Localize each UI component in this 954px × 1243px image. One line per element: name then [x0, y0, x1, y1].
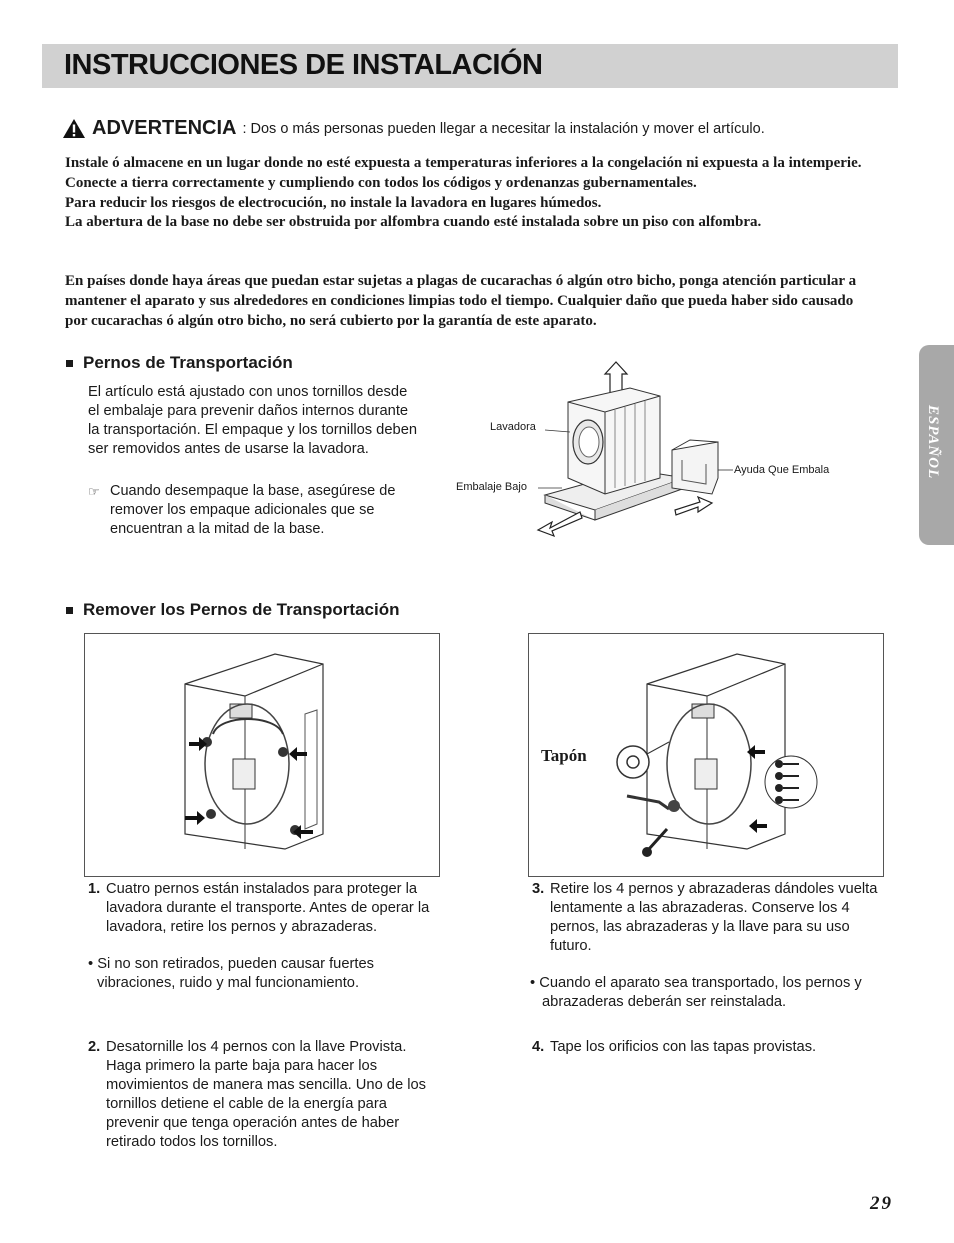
section1-note — [88, 482, 408, 539]
warning-title: ADVERTENCIA — [92, 117, 237, 139]
label-washer: Lavadora — [490, 421, 536, 433]
bolts-set-icon — [765, 756, 817, 808]
language-tab — [919, 345, 954, 545]
notice-3: Para reducir los riesgos de electrocución, no instale la lavadora en lugares húmedos. — [65, 194, 602, 211]
warning-text: : Dos o más personas pueden llegar a necesitar la instalación y mover el artículo. — [242, 120, 765, 137]
safety-notices — [65, 154, 865, 233]
step-1 — [88, 880, 440, 937]
section1-body: El artículo está ajustado con unos tornillos desde el embalaje para prevenir daños internos durante la transportación. El empaque y los tornillos deben ser removidos antes de usarse la lavadora. — [88, 384, 418, 457]
language-tab-label: ESPAÑOL — [925, 405, 941, 480]
pointing-hand-icon: ☞ — [88, 484, 100, 499]
cap-detail-icon — [617, 746, 649, 778]
step-3 — [532, 880, 882, 956]
step-1-number: 1. — [88, 881, 101, 897]
cap-label: Tapón — [541, 746, 587, 765]
bullet-1: • Si no son retirados, pueden causar fuertes vibraciones, ruido y mal funcionamiento. — [88, 956, 375, 991]
step-2-text: Desatornille los 4 pernos con la llave Provista. Haga primero la parte baja para hacer los movimientos de manera mas sencilla. Uno de los tornillos detiene el cable de la energía para prevenir que tenga operación antes de haber retirado todos los tornillos. — [106, 1039, 427, 1150]
section2-heading — [66, 600, 399, 620]
step-4-number: 4. — [532, 1039, 545, 1055]
pest-notice-text: En países donde haya áreas que puedan estar sujetas a plagas de cucarachas ó algún otro bicho, ponga atención particular a mantener el aparato y sus alrededores en condiciones limpias todo el tiempo. Cualquier daño que pueda haber sido causado por cucarachas ó algún otro bicho, no será cubierto por la garantía de este aparato. — [65, 273, 857, 329]
label-packing-aid: Ayuda Que Embala — [734, 464, 830, 476]
washer-packing-figure — [450, 360, 850, 545]
warning-line — [62, 117, 765, 140]
notice-4: La abertura de la base no debe ser obstruida por alfombra cuando esté instalada sobre un piso con alfombra. — [65, 214, 762, 231]
bullet-2: • Cuando el aparato sea transportado, los pernos y abrazaderas deberán ser reinstalada. — [530, 975, 862, 1010]
notice-1: Instale ó almacene en un lugar donde no esté expuesta a temperaturas inferiores a la congelación ni expuesta a la intemperie. — [65, 155, 862, 171]
label-base: Embalaje Bajo — [456, 481, 527, 493]
pest-notice — [65, 272, 865, 331]
warning-triangle-icon — [62, 118, 86, 139]
step-2 — [88, 1038, 438, 1152]
section1-heading-text: Pernos de Transportación — [83, 353, 293, 372]
page-number: 29 — [870, 1193, 893, 1214]
notice-2: Conecte a tierra correctamente y cumpliendo con todos los códigos y ordenanzas gubernamentales. — [65, 174, 697, 191]
step-2-number: 2. — [88, 1039, 101, 1055]
step-4-text: Tape los orificios con las tapas provistas. — [550, 1039, 817, 1055]
step-3-text: Retire los 4 pernos y abrazaderas dándoles vuelta lentamente a las abrazaderas. Conserve los 4 pernos, las abrazaderas y la llave para su uso futuro. — [550, 881, 878, 954]
bolts-figure-left — [84, 633, 440, 877]
section2-heading-text: Remover los Pernos de Transportación — [83, 600, 400, 619]
square-bullet-icon — [66, 607, 73, 614]
square-bullet-icon — [66, 360, 73, 367]
step-3-number: 3. — [532, 881, 545, 897]
step-1-text: Cuatro pernos están instalados para proteger la lavadora durante el transporte. Antes de operar la lavadora, retire los pernos y abrazaderas. — [106, 881, 430, 935]
section1-note-text: Cuando desempaque la base, asegúrese de remover los empaque adicionales que se encuentran a la mitad de la base. — [110, 483, 396, 537]
section1-heading — [66, 353, 293, 373]
step-4 — [532, 1038, 882, 1057]
page-title: INSTRUCCIONES DE INSTALACIÓN — [64, 49, 543, 81]
washer-back-bolts-drawing — [85, 634, 439, 876]
